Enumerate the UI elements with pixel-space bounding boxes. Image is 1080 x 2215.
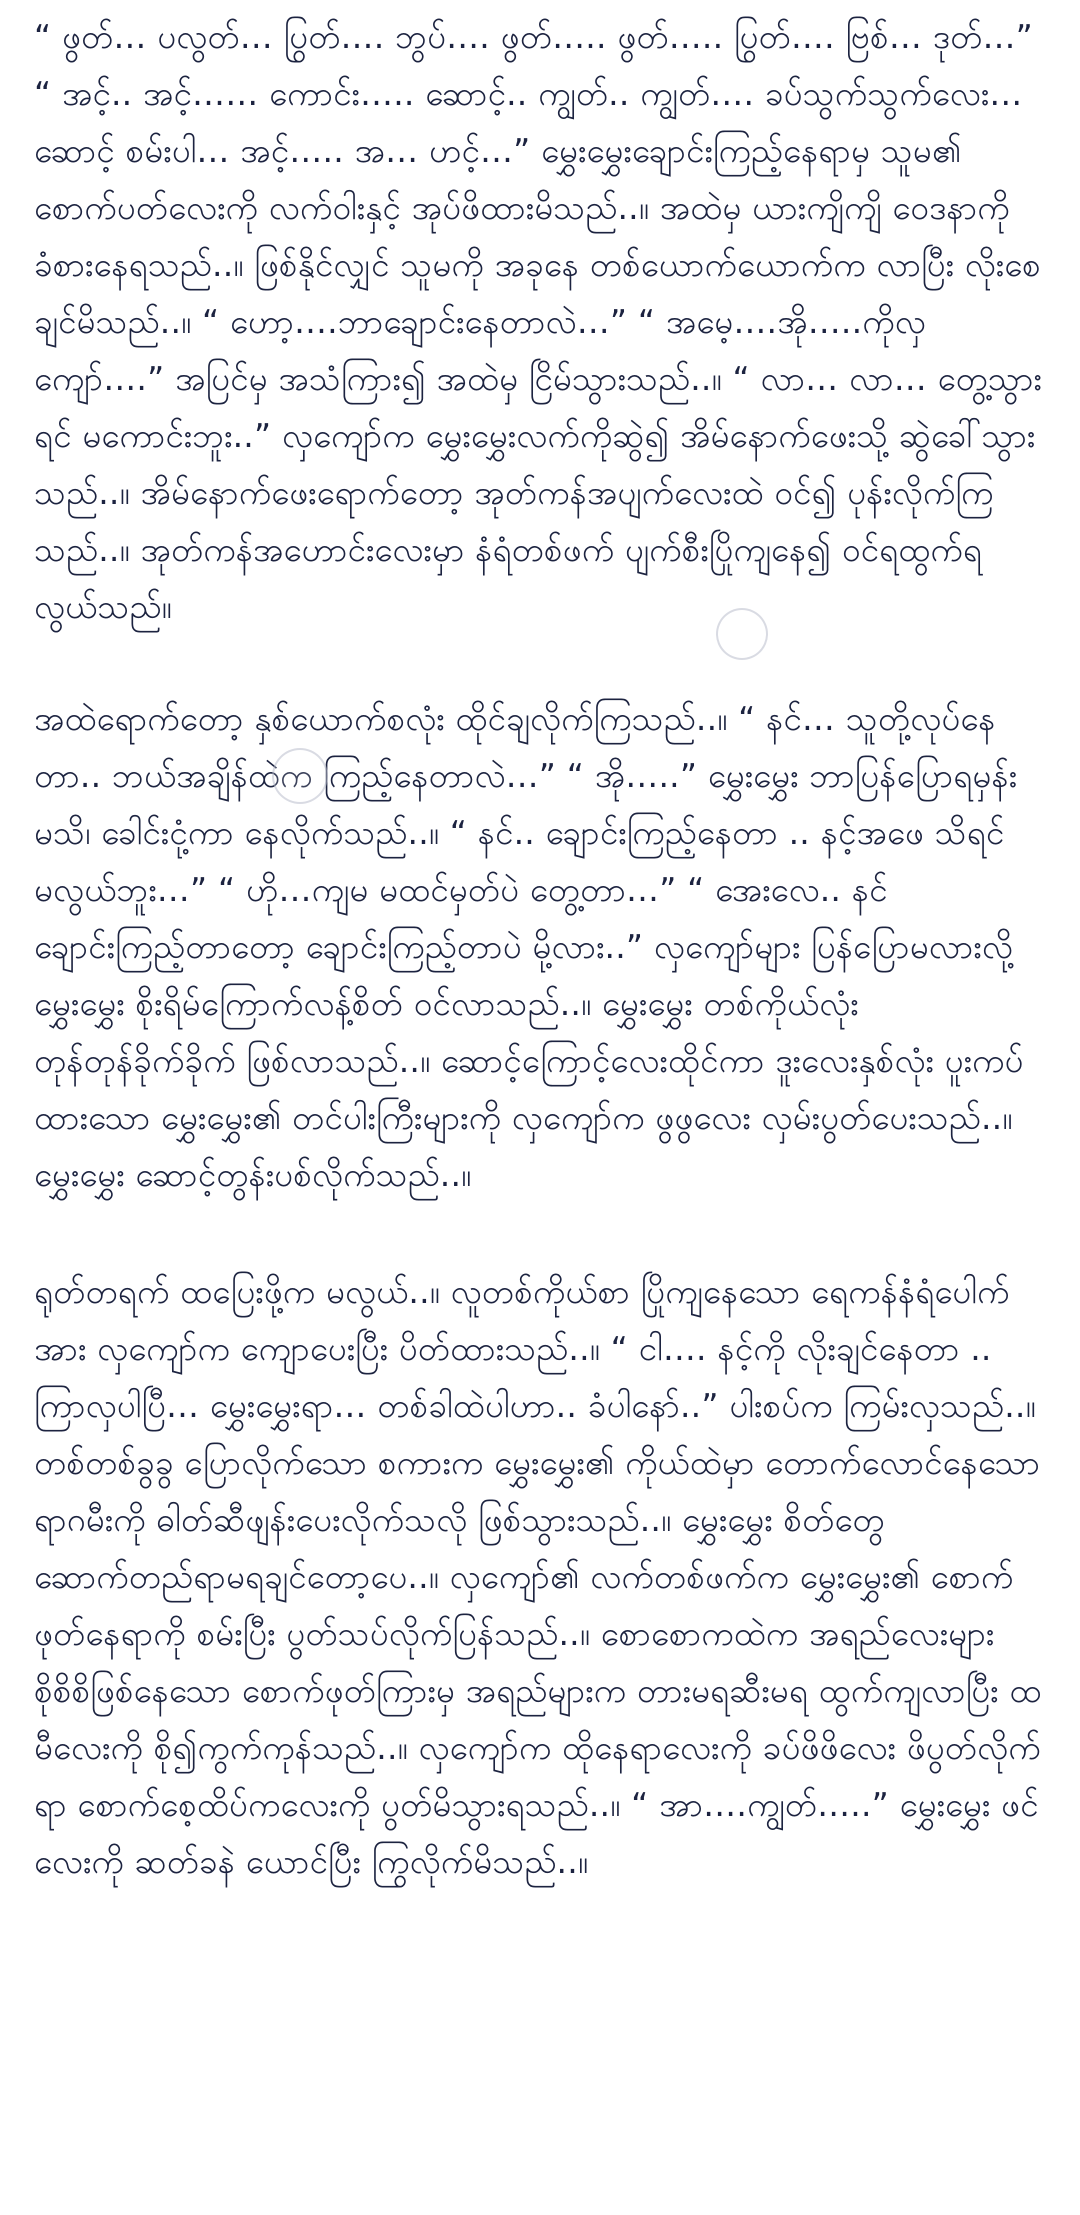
paragraph-2: အထဲရောက်တော့ နှစ်ယောက်စလုံး ထိုင်ချလိုက်ကြသည်..။ “ နင်… သူတို့လုပ်နေတာ.. ဘယ်အချိန်ထဲက ကြည့်နေတာလဲ…” “ အို…..” မွှေးမွှေး ဘာပြန်ပြောရမှန်း မသိ၊ ခေါင်းငုံ့ကာ နေလိုက်သည်..။ “ နင်.. ချောင်းကြည့်နေတာ .. နင့်အဖေ သိရင် မလွယ်ဘူး…” “ ဟို…ကျမ မထင်မှတ်ပဲ တွေ့တာ…” “ အေးလေ.. နင် ချောင်းကြည့်တာတော့ ချောင်းကြည့်တာပဲ မို့လား..” လှကျော်များ ပြန်ပြောမလားလို့ မွှေးမွှေး စိုးရိမ်ကြောက်လန့်စိတ် ဝင်လာသည်..။ မွှေးမွှေး တစ်ကိုယ်လုံး တုန်တုန်ခိုက်ခိုက် ဖြစ်လာသည်..။ ဆောင့်ကြောင့်လေးထိုင်ကာ ဒူးလေးနှစ်လုံး ပူးကပ်ထားသော မွှေးမွှေး၏ တင်ပါးကြီးများကို လှကျော်က ဖွဖွလေး လှမ်းပွတ်ပေးသည်..။ မွှေးမွှေး ဆောင့်တွန်းပစ်လိုက်သည်..။ — [34, 699, 1024, 1194]
paragraph-spacer — [34, 635, 1046, 690]
paragraph-3: ရုတ်တရက် ထပြေးဖို့က မလွယ်..။ လူတစ်ကိုယ်စာ ပြိုကျနေသော ရေကန်နံရံပေါက်အား လှကျော်က ကျောပေးပြီး ပိတ်ထားသည်..။ “ ငါ…. နင့်ကို လိုးချင်နေတာ .. ကြာလှပါပြီ… မွှေးမွှေးရာ… တစ်ခါထဲပါဟာ.. ခံပါနော်..” ပါးစပ်က ကြမ်းလှသည်..။ တစ်တစ်ခွခွ ပြောလိုက်သော စကားက မွှေးမွှေး၏ ကိုယ်ထဲမှာ တောက်လောင်နေသော ရာဂမီးကို ဓါတ်ဆီဖျန်းပေးလိုက်သလို ဖြစ်သွားသည်..။ မွှေးမွှေး စိတ်တွေ ဆောက်တည်ရာမရချင်တော့ပေ..။ လှကျော်၏ လက်တစ်ဖက်က မွှေးမွှေး၏ စောက်ဖုတ်နေရာကို စမ်းပြီး ပွတ်သပ်လိုက်ပြန်သည်..။ စောစောကထဲက အရည်လေးများ စိုစိစိဖြစ်နေသော စောက်ဖုတ်ကြားမှ အရည်များက တားမရဆီးမရ ထွက်ကျလာပြီး ထမီလေးကို စို၍ကွက်ကုန်သည်..။ လှကျော်က ထိုနေရာလေးကို ခပ်ဖိဖိလေး ဖိပွတ်လိုက်ရာ စောက်စေ့ထိပ်ကလေးကို ပွတ်မိသွားရသည်..။ “ အာ….ကျွတ်…..” မွှေးမွှေး ဖင်လေးကို ဆတ်ခနဲ ယောင်ပြီး ကြွလိုက်မိသည်..။ — [34, 1272, 1042, 1881]
paragraph-1: “ ဖွတ်… ပလွတ်… ပြွတ်…. ဘွပ်…. ဖွတ်….. ဖွတ်….. ပြွတ်…. ဗြစ်… ဒုတ်…” “ အင့်.. အင့်…… ကောင်း….. ဆောင့်.. ကျွတ်.. ကျွတ်…. ခပ်သွက်သွက်လေး… ဆောင့် စမ်းပါ… အင့်….. အ… ဟင့်…” မွှေးမွှေးချောင်းကြည့်နေရာမှ သူမ၏ စောက်ပတ်လေးကို လက်ဝါးနှင့် အုပ်ဖိထားမိသည်..။ အထဲမှ ယားကျိကျိ ဝေဒနာကို ခံစားနေရသည်..။ ဖြစ်နိုင်လျှင် သူမကို အခုနေ တစ်ယောက်ယောက်က လာပြီး လိုးစေချင်မိသည်..။ “ ဟော့….ဘာချောင်းနေတာလဲ…” “ အမေ့….အို…..ကိုလှကျော်….” အပြင်မှ အသံကြား၍ အထဲမှ ငြိမ်သွားသည်..။ “ လာ… လာ… တွေ့သွားရင် မကောင်းဘူး..” လှကျော်က မွှေးမွှေးလက်ကိုဆွဲ၍ အိမ်နောက်ဖေးသို့ ဆွဲခေါ်သွားသည်..။ အိမ်နောက်ဖေးရောက်တော့ အုတ်ကန်အပျက်လေးထဲ ဝင်၍ ပုန်းလိုက်ကြသည်..။ အုတ်ကန်အဟောင်းလေးမှာ နံရံတစ်ဖက် ပျက်စီးပြိုကျနေ၍ ဝင်ရထွက်ရ လွယ်သည်။ — [34, 17, 1042, 626]
story-text — [34, 8, 1046, 1890]
paragraph-spacer — [34, 1203, 1046, 1263]
